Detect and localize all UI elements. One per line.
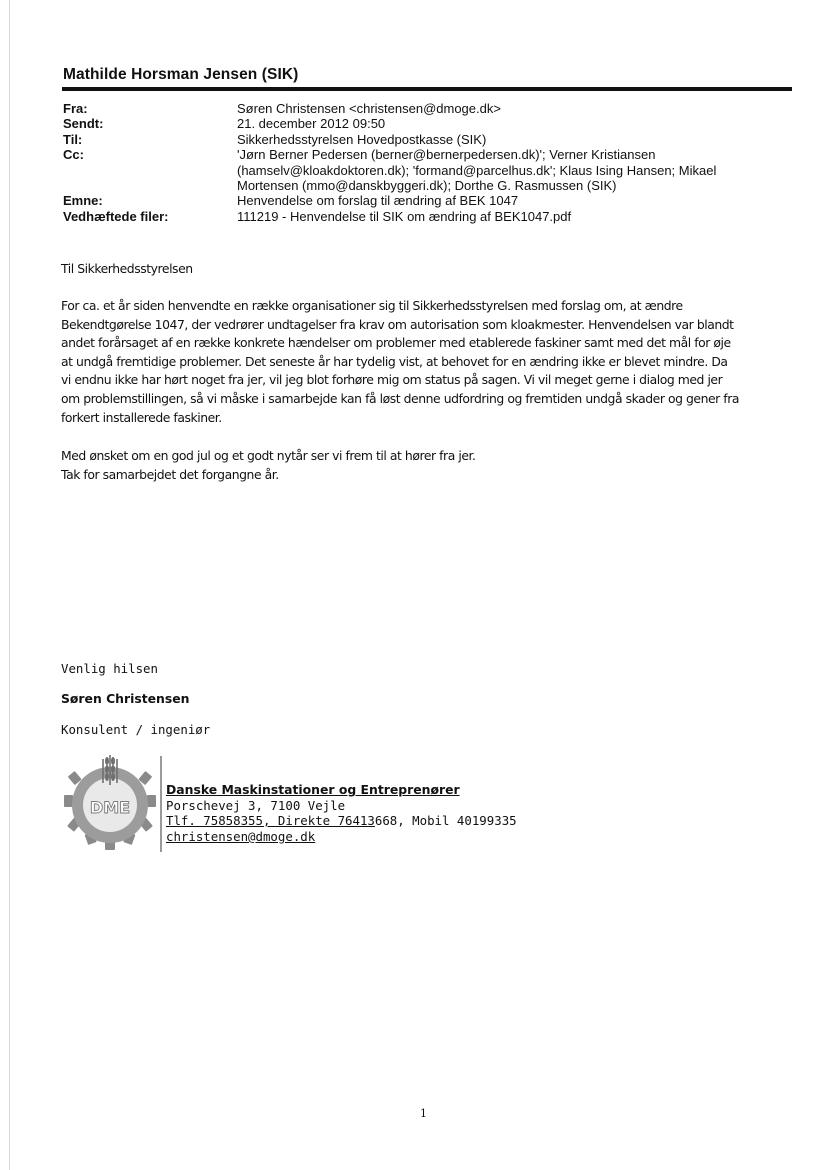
subject-row <box>63 193 797 208</box>
attachments-label: Vedhæftede filer: <box>63 208 169 224</box>
sent-row <box>63 116 797 131</box>
attachments-row <box>63 209 797 224</box>
from-row <box>63 101 797 116</box>
signature-name: Søren Christensen <box>61 691 190 706</box>
sender-name-heading: Mathilde Horsman Jensen (SIK) <box>63 66 299 83</box>
from-value: Søren Christensen <christensen@dmoge.dk> <box>237 101 501 116</box>
paragraph-line: vi endnu ikke har hørt noget fra jer, vil jeg blot forhøre mig om status på sagen. Vi vil meget gerne i dialog med jer <box>61 372 723 388</box>
dme-logo <box>60 751 160 855</box>
phone-link[interactable]: Tlf. 75858355, Direkte 76413 <box>166 813 375 829</box>
to-row <box>63 132 797 147</box>
subject-label: Emne: <box>63 193 103 209</box>
email-header-fields <box>63 101 797 224</box>
email-link[interactable]: christensen@dmoge.dk <box>166 828 316 844</box>
cc-line: Mortensen (mmo@danskbyggeri.dk); Dorthe G. Rasmussen (SIK) <box>237 178 617 194</box>
salutation: Til Sikkerhedsstyrelsen <box>61 261 193 276</box>
sent-label: Sendt: <box>63 116 104 132</box>
subject-value: Henvendelse om forslag til ændring af BEK 1047 <box>237 193 519 209</box>
body-paragraph-2: Med ønsket om en god jul og et godt nytår ser vi frem til at hører fra jer. <box>61 448 476 463</box>
body-paragraph-3: Tak for samarbejdet det forgangne år. <box>61 467 279 482</box>
from-label: Fra: <box>63 101 88 116</box>
sent-value: 21. december 2012 09:50 <box>237 116 386 132</box>
header-rule <box>62 87 792 91</box>
paragraph-line: om problemstillingen, så vi måske i samarbejde kan få løst denne udfordring og fremtiden undgå skader og gener fra <box>61 390 740 406</box>
cc-line: 'Jørn Berner Pedersen (berner@bernerpedersen.dk)'; Verner Kristiansen <box>237 147 656 163</box>
body-paragraph-1 <box>61 297 797 427</box>
signature-title: Konsulent / ingeniør <box>61 722 211 737</box>
paragraph-line: at undgå fremtidige problemer. Det seneste år har tydelig vist, at behovet for en ændring ikke er blevet mindre. Da <box>61 353 728 369</box>
paragraph-line: forkert installerede faskiner. <box>61 409 222 425</box>
logo-lettering: DME <box>89 798 131 817</box>
cc-value <box>237 147 797 193</box>
to-label: Til: <box>63 131 83 147</box>
cc-row <box>63 147 797 193</box>
company-name: Danske Maskinstationer og Entreprenører <box>166 782 460 797</box>
company-block <box>166 782 517 844</box>
paragraph-line: Bekendtgørelse 1047, der vedrører undtagelser fra krav om autorisation som kloakmester. Henvendelsen var blandt <box>61 316 734 332</box>
paragraph-line: For ca. et år siden henvendte en række organisationer sig til Sikkerhedsstyrelsen med forslag om, at ændre <box>61 298 683 313</box>
logo-divider <box>160 756 162 852</box>
company-phone <box>166 813 517 829</box>
company-address: Porschevej 3, 7100 Vejle <box>166 797 346 813</box>
scan-edge-line <box>9 0 10 1170</box>
signature-greeting: Venlig hilsen <box>61 661 158 676</box>
page-number: 1 <box>420 1107 427 1120</box>
phone-rest: 668, Mobil 40199335 <box>374 813 517 829</box>
paragraph-line: andet forårsaget af en række konkrete hændelser om problemer med etablerede faskiner samt med det mål for øje <box>61 335 731 351</box>
to-value: Sikkerhedsstyrelsen Hovedpostkasse (SIK) <box>237 131 487 147</box>
cc-line: (hamselv@kloakdoktoren.dk); 'formand@parcelhus.dk'; Klaus Ising Hansen; Mikael <box>237 162 717 178</box>
attachments-value: 111219 - Henvendelse til SIK om ændring af BEK1047.pdf <box>237 208 572 224</box>
cc-label: Cc: <box>63 147 84 163</box>
